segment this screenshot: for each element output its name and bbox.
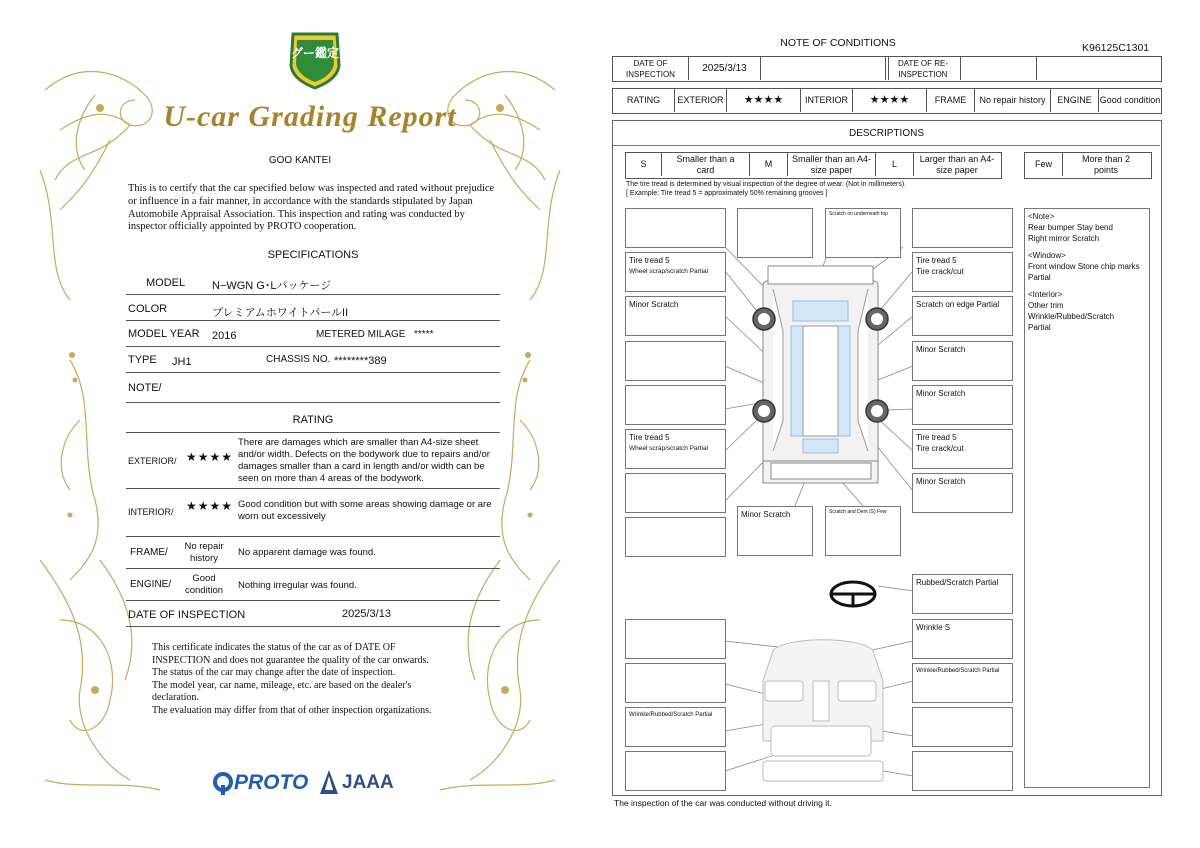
legend-code-few: Few <box>1025 153 1063 176</box>
color-row <box>126 296 500 321</box>
note-box-left-rear-tire <box>625 429 726 469</box>
legend-text-s: Smaller than a card <box>662 153 750 176</box>
frame-label: FRAME/ <box>130 547 168 558</box>
side-note-line: Partial <box>1028 273 1051 282</box>
color-value: プレミアムホワイトパールII <box>212 307 349 319</box>
frame-description: No apparent damage was found. <box>238 547 376 558</box>
interior-label: INTERIOR/ <box>128 507 174 517</box>
rating-label: RATING <box>613 89 675 112</box>
engine-row <box>126 570 500 601</box>
report-subtitle: GOO KANTEI <box>268 155 332 166</box>
disclaimer-line: The evaluation may differ from that of other inspection organizations. <box>152 704 432 716</box>
date-row <box>612 56 1162 82</box>
note-box <box>625 517 726 557</box>
legend-text-l: Larger than an A4-size paper <box>919 153 995 175</box>
note-box-right-front-tire <box>912 252 1013 292</box>
interior-label: INTERIOR <box>801 89 853 112</box>
note-of-conditions <box>612 0 1164 848</box>
side-note-line: Other trim <box>1028 301 1064 310</box>
exterior-description: There are damages which are smaller than A4-size sheet and/or width. Defects on the bodywork due to repairs and/or damages smaller than a card in length and/or width can be seen on more than 4 areas of the bodywork. <box>238 437 490 484</box>
note-box-minor-scratch <box>912 341 1013 381</box>
legend-text-few: More than 2 points <box>1081 153 1131 175</box>
descriptions-panel <box>612 120 1162 796</box>
color-label: COLOR <box>128 303 168 315</box>
engine-value: Good condition <box>184 573 224 596</box>
legend-code-l: L <box>876 153 914 176</box>
mileage-label: METERED MILAGE <box>316 329 406 340</box>
frame-value: No repair history <box>975 89 1051 112</box>
rating-heading: RATING <box>292 414 334 426</box>
date-reinspection-label: DATE OF RE-INSPECTION <box>885 57 961 80</box>
date-inspection-value: 2025/3/13 <box>689 57 761 80</box>
disclaimer-line: The model year, car name, mileage, etc. are based on the dealer's <box>152 679 412 691</box>
frame-label: FRAME <box>927 89 975 112</box>
interior-stars: ★★★★ <box>853 89 927 112</box>
interior-stars: ★★★★ <box>186 499 234 513</box>
jaaa-logo-text: JAAA <box>342 772 394 793</box>
note-box <box>912 208 1013 248</box>
specifications-heading: SPECIFICATIONS <box>267 249 359 261</box>
note-text: Scratch and Dent (S) Few <box>829 509 887 515</box>
tread-note-line: The tire tread is determined by visual inspection of the degree of wear. (Not in millimeters). <box>626 181 907 188</box>
note-box <box>625 341 726 381</box>
frame-row <box>126 538 500 569</box>
conditions-title: NOTE OF CONDITIONS <box>780 37 896 49</box>
rating-row <box>612 88 1162 114</box>
side-notes-box <box>1024 208 1150 788</box>
jaaa-logo <box>318 768 398 798</box>
exterior-label: EXTERIOR/ <box>128 456 177 466</box>
badge-text: グー鑑定 <box>290 46 339 60</box>
note-text: Wrinkle/Rubbed/Scratch Partial <box>629 712 713 718</box>
note-box-scratch-dent <box>825 506 901 556</box>
note-text: Minor Scratch <box>916 477 966 486</box>
legend-code-m: M <box>750 153 788 176</box>
note-box <box>912 751 1013 791</box>
note-text: Minor Scratch <box>629 300 679 309</box>
note-text: Scratch on edge Partial <box>916 300 1000 309</box>
disclaimer-line: The status of the car may change after the date of inspection. <box>152 667 396 678</box>
tread-note-line: [ Example: Tire tread 5 = approximately 50% remaining grooves ] <box>626 190 828 197</box>
proto-logo-text: PROTO <box>234 771 309 794</box>
note-text: Minor Scratch <box>741 510 791 519</box>
side-note-line: Front window Stone chip marks <box>1028 262 1140 271</box>
disclaimer-line: declaration. <box>152 692 199 703</box>
descriptions-heading: DESCRIPTIONS <box>613 121 1160 146</box>
interior-rating-row <box>126 490 500 537</box>
chassis-label: CHASSIS NO. <box>266 354 331 365</box>
empty-cell <box>761 57 889 80</box>
jaaa-mark-icon <box>318 768 340 796</box>
legend-code-s: S <box>626 153 662 176</box>
note-text: Tire tread 5 <box>916 256 957 265</box>
model-label: MODEL <box>146 277 186 289</box>
note-box-wrinkle-rubbed <box>912 663 1013 703</box>
type-row <box>126 348 500 373</box>
footer-note: The inspection of the car was conducted without driving it. <box>614 798 832 808</box>
note-box-minor-scratch <box>912 473 1013 513</box>
note-row <box>126 374 500 403</box>
legend-text-m: Smaller than an A4-size paper <box>788 153 876 176</box>
side-note-line: <Note> <box>1028 212 1055 221</box>
note-text: Wheel scrap/scratch Partial <box>629 445 709 452</box>
note-text: Wrinkle S <box>916 623 951 632</box>
certification-statement: This is to certify that the car specified below was inspected and rated without prejudice or influence in a fair manner, in accordance with the standards stipulated by Japan Automobile Appraisal Association. This inspection and rating was conducted by inspector officially appointed by PROTO cooperation. <box>128 183 495 233</box>
note-box-rubbed-scratch <box>912 574 1013 614</box>
side-note-line: Rear bumper Stay bend <box>1028 223 1113 232</box>
chassis-value: ********389 <box>334 355 387 367</box>
note-text: Tire crack/cut <box>916 267 964 276</box>
note-box-minor-scratch <box>625 296 726 336</box>
note-box-scratch-edge <box>912 296 1013 336</box>
note-box-right-rear-tire <box>912 429 1013 469</box>
engine-description: Nothing irregular was found. <box>238 580 357 591</box>
note-text: Tire tread 5 <box>629 433 670 442</box>
engine-label: ENGINE <box>1051 89 1099 112</box>
note-box <box>912 707 1013 747</box>
note-text: Tire tread 5 <box>916 433 957 442</box>
model-value: N−WGN G･Lパッケージ <box>212 280 332 292</box>
note-text: Minor Scratch <box>916 389 966 398</box>
exterior-label: EXTERIOR <box>675 89 727 112</box>
note-box <box>625 663 726 703</box>
note-box <box>625 751 726 791</box>
reference-number: K96125C1301 <box>1082 42 1150 54</box>
side-note-line: <Interior> <box>1028 290 1063 299</box>
note-text: Wrinkle/Rubbed/Scratch Partial <box>916 668 1000 674</box>
note-text: Scratch on underneath top <box>829 211 888 217</box>
note-box-wrinkle-rubbed <box>625 707 726 747</box>
date-inspection-label: DATE OF INSPECTION <box>613 57 689 80</box>
type-label: TYPE <box>128 354 157 366</box>
note-box-minor-scratch <box>912 385 1013 425</box>
mileage-value: ***** <box>414 329 434 340</box>
note-box <box>625 385 726 425</box>
side-note-line: <Window> <box>1028 251 1066 260</box>
frame-value: No repair history <box>184 541 224 564</box>
date-of-inspection-row <box>126 602 500 627</box>
note-text: Wheel scrap/scratch Partial <box>629 268 709 275</box>
interior-description: Good condition but with some areas showing damage or are worn out excessively <box>238 499 492 522</box>
model-year-label: MODEL YEAR <box>128 328 200 340</box>
date-label: DATE OF INSPECTION <box>128 609 246 621</box>
note-box-wrinkle <box>912 619 1013 659</box>
note-box-minor-scratch-bottom <box>737 506 813 556</box>
note-box <box>625 473 726 513</box>
engine-value: Good condition <box>1099 95 1161 105</box>
date-value: 2025/3/13 <box>342 608 391 620</box>
note-box-left-front-tire <box>625 252 726 292</box>
type-value: JH1 <box>172 356 192 368</box>
proto-mark-icon <box>212 771 234 795</box>
side-note-line: Partial <box>1028 323 1051 332</box>
note-box <box>737 208 813 258</box>
note-text: Tire crack/cut <box>916 444 964 453</box>
note-text: Minor Scratch <box>916 345 966 354</box>
few-legend <box>1024 152 1152 179</box>
proto-logo <box>212 768 312 798</box>
disclaimer-line: This certificate indicates the status of the car as of DATE OF <box>152 642 396 653</box>
side-note-line: Right mirror Scratch <box>1028 234 1100 243</box>
date-reinspection-value <box>961 57 1037 80</box>
note-box <box>625 208 726 248</box>
report-title: U-car Grading Report <box>163 100 457 133</box>
note-label: NOTE/ <box>128 382 162 394</box>
exterior-rating-row <box>126 434 500 489</box>
exterior-stars: ★★★★ <box>727 89 801 112</box>
model-year-row <box>126 322 500 347</box>
note-text: Rubbed/Scratch Partial <box>916 578 999 587</box>
disclaimer <box>152 642 492 717</box>
note-box <box>625 619 726 659</box>
note-text: Tire tread 5 <box>629 256 670 265</box>
exterior-stars: ★★★★ <box>186 450 234 464</box>
side-note-line: Wrinkle/Rubbed/Scratch <box>1028 312 1115 321</box>
engine-label: ENGINE/ <box>130 579 172 590</box>
model-year-value: 2016 <box>212 330 237 342</box>
disclaimer-line: INSPECTION and does not guarantee the quality of the car onwards. <box>152 654 429 666</box>
model-row <box>126 270 500 295</box>
goo-kantei-badge <box>287 30 343 90</box>
note-box-underneath <box>825 208 901 258</box>
